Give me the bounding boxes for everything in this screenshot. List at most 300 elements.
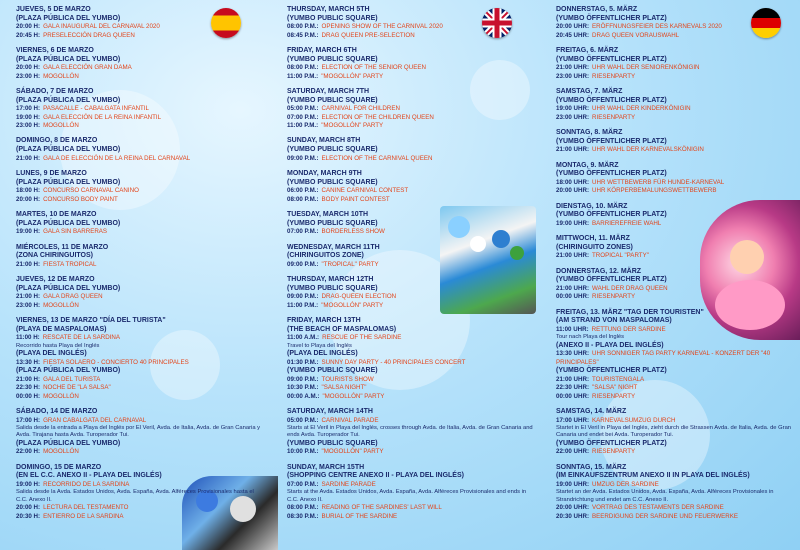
day-heading: SATURDAY, MARCH 14TH <box>287 408 373 415</box>
venue-heading: (PLAZA PÚBLICA DEL YUMBO) <box>16 219 121 227</box>
event-time: 05:00 P.M.: <box>287 105 319 113</box>
day-heading: JUEVES, 5 DE MARZO <box>16 6 91 13</box>
day-heading: TUESDAY, MARCH 10TH <box>287 211 369 218</box>
event-time: 06:00 P.M.: <box>287 187 319 195</box>
venue-heading: (AM STRAND VON MASPALOMAS) <box>556 317 672 325</box>
event-time: 23:00 UHR: <box>556 72 590 80</box>
event-row <box>16 23 264 31</box>
schedule-day <box>287 47 537 81</box>
event-title: UHR WETTBEWERB FÜR HUNDE-KARNEVAL <box>592 178 725 186</box>
event-note: Tour nach Playa del Inglés <box>556 334 624 341</box>
event-title: ELECTION OF THE CARNIVAL QUEEN <box>321 154 433 162</box>
event-title: UHR WAHL DER KARNEVALSKÖNIGIN <box>592 146 704 154</box>
event-time: 20:00 UHR: <box>556 23 590 31</box>
venue-heading: (YUMBO ÖFFENTLICHER PLATZ) <box>556 367 667 375</box>
event-title: DRAG QUEEN PRE-SELECTION <box>321 31 415 39</box>
event-row <box>287 155 537 163</box>
venue-heading: (YUMBO PUBLIC SQUARE) <box>287 14 378 22</box>
event-row <box>16 114 264 122</box>
schedule-day <box>287 276 537 310</box>
event-time: 21:00 UHR: <box>556 284 590 292</box>
event-row <box>556 417 796 425</box>
schedule-day <box>556 268 796 302</box>
day-heading: MARTES, 10 DE MARZO <box>16 211 97 218</box>
event-title: FIESTA SOLAERO - CONCIERTO 40 PRINCIPALES <box>43 358 189 366</box>
event-title: GALA ELECCIÓN DE LA REINA INFANTIL <box>43 113 162 121</box>
event-row <box>287 261 537 269</box>
event-time: 08:45 P.M.: <box>287 31 319 39</box>
day-heading: DONNERSTAG, 12. MÄRZ <box>556 267 642 275</box>
event-title: UHR WAHL DER KINDERKÖNIGIN <box>592 105 691 113</box>
event-title: MOGOLLÓN <box>43 122 79 129</box>
event-time: 09:00 P.M.: <box>287 260 319 268</box>
day-heading: SUNDAY, MARCH 15TH <box>287 463 365 471</box>
event-time: 11:00 A.M.: <box>287 334 320 342</box>
schedule-day <box>287 408 537 457</box>
event-title: GALA DEL TURISTA <box>43 375 101 383</box>
event-row <box>287 393 537 401</box>
event-time: 07:00 P.M.: <box>287 113 319 121</box>
venue-heading: (PLAZA PÚBLICA DEL YUMBO) <box>16 367 121 375</box>
day-heading: MONDAY, MARCH 9TH <box>287 170 362 177</box>
event-title: RESCUE OF THE SARDINE <box>322 334 402 342</box>
event-time: 18:00 H: <box>16 187 41 195</box>
event-row <box>556 513 796 521</box>
venue-heading: (PLAZA PÚBLICA DEL YUMBO) <box>16 14 121 22</box>
schedule-day <box>556 47 796 81</box>
event-row <box>287 481 537 489</box>
event-time: 08:00 P.M.: <box>287 64 319 72</box>
event-title: "MOGOLLÓN" PARTY <box>321 301 384 309</box>
event-time: 20:00 H: <box>16 504 41 512</box>
venue-heading: (YUMBO PUBLIC SQUARE) <box>287 96 378 104</box>
event-title: "MOGOLLÓN" PARTY <box>321 448 384 456</box>
event-row <box>556 481 796 489</box>
event-row <box>287 114 537 122</box>
event-time: 11:00 P.M.: <box>287 122 319 129</box>
event-time: 08:00 P.M.: <box>287 504 319 512</box>
event-title: UMZUG DER SARDINE <box>592 481 659 488</box>
day-heading: THURSDAY, MARCH 12TH <box>287 276 374 284</box>
event-title: "MOGOLLÓN" PARTY <box>321 72 384 80</box>
schedule-day <box>16 464 264 521</box>
day-heading: THURSDAY, MARCH 5TH <box>287 6 370 13</box>
schedule-column-german <box>556 6 796 528</box>
venue-heading: (YUMBO PUBLIC SQUARE) <box>287 284 378 292</box>
event-title: "SALSA NIGHT" <box>321 384 367 392</box>
event-time: 22:00 UHR: <box>556 448 590 456</box>
event-row <box>16 417 264 425</box>
venue-heading: (YUMBO ÖFFENTLICHER PLATZ) <box>556 14 667 22</box>
event-time: 17:00 H: <box>16 416 41 424</box>
event-title: TOURISTS SHOW <box>321 375 374 383</box>
event-time: 05:00 P.M.: <box>287 416 319 424</box>
event-time: 13:30 UHR: <box>556 350 590 358</box>
event-title: GRAN CABALGATA DEL CARNAVAL <box>43 416 147 424</box>
venue-heading: (PLAZA PÚBLICA DEL YUMBO) <box>16 439 121 447</box>
event-title: ELECTION OF THE CHILDREN QUEEN <box>321 113 434 121</box>
event-row <box>16 513 264 521</box>
day-heading: FRIDAY, MARCH 6TH <box>287 47 357 54</box>
event-row <box>556 73 796 81</box>
venue-heading: (THE BEACH OF MASPALOMAS) <box>287 325 397 333</box>
event-title: ELECTION OF THE SENIOR QUEEN <box>321 64 426 72</box>
event-time: 10:00 P.M.: <box>287 448 319 456</box>
event-time: 21:00 UHR: <box>556 375 590 383</box>
day-heading: FREITAG, 13. MÄRZ "TAG DER TOURISTEN" <box>556 308 704 316</box>
event-title: NOCHE DE "LA SALSA" <box>43 384 111 392</box>
event-row <box>16 376 264 384</box>
event-time: 08:00 P.M.: <box>287 23 319 31</box>
schedule-day <box>287 317 537 401</box>
event-row <box>16 261 264 269</box>
event-row <box>556 393 796 401</box>
event-title: "MOGOLLÓN" PARTY <box>322 392 385 400</box>
event-row <box>556 504 796 512</box>
event-title: VORTRAG DES TESTAMENTS DER SARDINE <box>592 504 724 512</box>
event-row <box>287 105 537 113</box>
event-title: CARNIVAL PARADE <box>321 416 379 424</box>
day-heading: DOMINGO, 8 DE MARZO <box>16 137 98 145</box>
event-time: 22:30 UHR: <box>556 384 590 392</box>
event-row <box>16 64 264 72</box>
event-note: Starts at the Avda. Estados Unidos, Avda. España, Avda. Alféreces Provisionales and ends in C.C. Anexo II. <box>287 489 527 503</box>
event-title: MOGOLLÓN <box>43 72 79 80</box>
schedule-column-english <box>287 6 537 528</box>
day-heading: JUEVES, 12 DE MARZO <box>16 276 95 284</box>
schedule-day <box>16 88 264 130</box>
venue-heading: (IM EINKAUFSZENTRUM ANEXO II IN PLAYA DEL INGLÉS) <box>556 472 750 480</box>
day-heading: MITTWOCH, 11. MÄRZ <box>556 235 630 243</box>
event-time: 20:00 H: <box>16 195 41 203</box>
venue-heading: (ZONA CHIRINGUITOS) <box>16 252 93 260</box>
event-title: TROPICAL "PARTY" <box>592 252 649 260</box>
event-row <box>556 146 796 154</box>
event-row <box>16 359 264 367</box>
schedule-day <box>287 244 537 270</box>
event-time: 19:00 H: <box>16 228 41 236</box>
event-row <box>16 32 264 40</box>
event-row <box>556 350 796 367</box>
venue-heading: (YUMBO PUBLIC SQUARE) <box>287 178 378 186</box>
event-title: WAHL DER DRAG QUEEN <box>592 284 668 292</box>
day-heading: SONNTAG, 8. MÄRZ <box>556 129 623 136</box>
event-title: OPENING SHOW OF THE CARNIVAL 2020 <box>321 23 443 31</box>
schedule-day <box>556 88 796 122</box>
event-time: 11:00 H: <box>16 334 40 342</box>
event-title: DRAG QUEEN VORAUSWAHL <box>592 31 680 39</box>
schedule-day <box>16 276 264 310</box>
event-title: ENTIERRO DE LA SARDINA <box>43 512 124 520</box>
event-row <box>16 73 264 81</box>
event-title: SARDINE PARADE <box>321 481 376 488</box>
event-row <box>556 187 796 195</box>
event-title: ERÖFFNUNGSFEIER DES KARNEVALS 2020 <box>592 23 722 31</box>
event-title: GALA ELECCIÓN GRAN DAMA <box>43 64 132 72</box>
schedule-day <box>556 6 796 40</box>
event-title: "MOGOLLÓN" PARTY <box>321 122 384 129</box>
event-row <box>16 122 264 130</box>
event-time: 11:00 P.M.: <box>287 72 319 80</box>
event-row <box>287 302 537 310</box>
venue-heading: (ANEXO II - PLAYA DEL INGLÉS) <box>556 341 664 349</box>
event-title: FIESTA TROPICAL <box>43 260 97 268</box>
event-row <box>287 228 537 236</box>
event-time: 10:30 P.M.: <box>287 384 319 392</box>
event-time: 19:00 UHR: <box>556 105 590 113</box>
event-row <box>16 481 264 489</box>
event-time: 20:00 H: <box>16 64 41 72</box>
event-title: UHR WAHL DER SENIORENKÖNIGIN <box>592 64 700 72</box>
venue-heading: (CHIRINGUITO ZONES) <box>556 243 633 251</box>
day-heading: VIERNES, 13 DE MARZO "DÍA DEL TURISTA" <box>16 317 166 325</box>
venue-heading: (YUMBO PUBLIC SQUARE) <box>287 146 378 153</box>
event-time: 20:30 H: <box>16 512 41 520</box>
day-heading: SAMSTAG, 7. MÄRZ <box>556 88 623 95</box>
event-time: 19:00 UHR: <box>556 219 590 227</box>
day-heading: MONTAG, 9. MÄRZ <box>556 161 619 169</box>
event-row <box>287 64 537 72</box>
event-row <box>287 23 537 31</box>
event-row <box>556 179 796 187</box>
event-row <box>287 334 537 342</box>
event-title: RESCATE DE LA SARDINA <box>42 334 120 342</box>
event-row <box>16 293 264 301</box>
event-title: GALA DRAG QUEEN <box>43 293 103 301</box>
day-heading: DOMINGO, 15 DE MARZO <box>16 463 102 471</box>
event-title: "TROPICAL" PARTY <box>321 260 379 268</box>
venue-heading: (SHOPPING CENTRE ANEXO II - PLAYA DEL INGLÉS) <box>287 472 464 480</box>
event-row <box>16 334 264 342</box>
schedule-day <box>287 88 537 130</box>
event-time: 21:00 H: <box>16 293 41 301</box>
day-heading: DIENSTAG, 10. MÄRZ <box>556 202 628 210</box>
schedule-day <box>16 47 264 81</box>
event-note: Recorrido hasta Playa del Inglés <box>16 342 100 349</box>
event-time: 19:00 H: <box>16 113 41 121</box>
schedule-day <box>16 211 264 237</box>
event-time: 07:00 P.M.: <box>287 228 319 236</box>
event-time: 23:00 UHR: <box>556 113 590 121</box>
schedule-day <box>287 211 537 237</box>
event-title: GALA INAUGURAL DEL CARNAVAL 2020 <box>43 23 160 31</box>
day-heading: LUNES, 9 DE MARZO <box>16 170 87 177</box>
event-row <box>287 32 537 40</box>
event-time: 09:00 P.M.: <box>287 293 319 301</box>
event-row <box>556 448 796 456</box>
day-heading: SUNDAY, MARCH 8TH <box>287 137 361 145</box>
event-title: LECTURA DEL TESTAMENTO <box>43 504 129 512</box>
schedule-day <box>556 235 796 261</box>
venue-heading: (YUMBO ÖFFENTLICHER PLATZ) <box>556 55 667 63</box>
event-title: TOURISTENGALA <box>592 375 645 383</box>
event-time: 13:30 H: <box>16 358 41 366</box>
venue-heading: (YUMBO ÖFFENTLICHER PLATZ) <box>556 439 667 447</box>
venue-heading: (YUMBO ÖFFENTLICHER PLATZ) <box>556 170 667 178</box>
day-heading: FREITAG, 6. MÄRZ <box>556 47 619 54</box>
event-note: Salida desde la entrada a Playa del Inglés por El Veril, Avda. de Italia, Avda. de Gran Canaria y Avda. Tirajana hasta Avda. Turoperador Tui. <box>16 425 261 439</box>
event-row <box>556 23 796 31</box>
venue-heading: (PLAZA PÚBLICA DEL YUMBO) <box>16 96 121 104</box>
event-row <box>287 448 537 456</box>
venue-heading: (YUMBO PUBLIC SQUARE) <box>287 219 378 227</box>
event-row <box>16 504 264 512</box>
day-heading: FRIDAY, MARCH 13TH <box>287 317 361 325</box>
event-time: 22:00 H: <box>16 448 41 456</box>
event-title: RIESENPARTY <box>592 72 636 80</box>
schedule-day <box>16 137 264 163</box>
event-row <box>556 220 796 228</box>
schedule-day <box>556 464 796 521</box>
day-heading: SONNTAG, 15. MÄRZ <box>556 463 627 471</box>
event-row <box>287 293 537 301</box>
event-time: 09:00 P.M.: <box>287 375 319 383</box>
event-title: RECORRIDO DE LA SARDINA <box>43 481 130 488</box>
event-title: RIESENPARTY <box>592 293 636 301</box>
day-heading: SÁBADO, 14 DE MARZO <box>16 408 98 415</box>
event-title: UHR SONNIGER TAG PARTY KARNEVAL - KONZERT DER "40 PRINCIPALES" <box>556 350 771 366</box>
event-row <box>16 155 264 163</box>
event-time: 21:00 UHR: <box>556 64 590 72</box>
event-time: 17:00 UHR: <box>556 416 590 424</box>
schedule-day <box>556 309 796 401</box>
schedule-day <box>287 6 537 40</box>
event-title: UHR KÖRPERBEMALUNGSWETTBEWERB <box>592 187 717 195</box>
day-heading: DONNERSTAG, 5. MÄRZ <box>556 6 638 13</box>
event-time: 21:00 UHR: <box>556 252 590 260</box>
event-row <box>16 196 264 204</box>
event-title: RIESENPARTY <box>592 392 636 400</box>
event-time: 09:00 P.M.: <box>287 154 319 162</box>
event-time: 21:00 H: <box>16 260 41 268</box>
day-heading: WEDNESDAY, MARCH 11TH <box>287 243 380 251</box>
event-time: 21:00 UHR: <box>556 146 590 154</box>
venue-heading: (EN EL C.C. ANEXO II - PLAYA DEL INGLÉS) <box>16 472 162 480</box>
event-time: 22:30 H: <box>16 384 41 392</box>
event-time: 20:00 H: <box>16 23 41 31</box>
event-time: 00:00 A.M.: <box>287 392 320 400</box>
event-time: 23:00 H: <box>16 72 41 80</box>
venue-heading: (YUMBO PUBLIC SQUARE) <box>287 55 378 63</box>
event-row <box>556 252 796 260</box>
venue-heading: (YUMBO ÖFFENTLICHER PLATZ) <box>556 96 667 104</box>
schedule-day <box>16 170 264 204</box>
event-title: KARNEVALSUMZUG DURCH <box>592 416 676 424</box>
event-title: BARRIEREFREIE WAHL <box>592 219 662 227</box>
schedule-day <box>16 244 264 270</box>
event-title: MOGOLLÓN <box>43 301 79 309</box>
event-time: 07:00 P.M.: <box>287 481 319 488</box>
venue-heading: (PLAZA PÚBLICA DEL YUMBO) <box>16 55 121 63</box>
event-time: 11:00 UHR: <box>556 325 589 333</box>
event-time: 21:00 H: <box>16 154 41 162</box>
event-row <box>556 293 796 301</box>
event-note: Starts at El Veril in Playa del Inglés, crosses through Avda. de Italia, Avda. de Gran Canaria and ends Avda. Turoperador Tui. <box>287 425 533 439</box>
event-time: 00:00 UHR: <box>556 293 590 301</box>
event-time: 00:00 UHR: <box>556 392 590 400</box>
event-title: BORDERLESS SHOW <box>321 228 385 236</box>
event-time: 19:00 H: <box>16 481 41 488</box>
event-title: BEERDIGUNG DER SARDINE UND FEUERWERKE <box>592 512 739 520</box>
event-title: MOGOLLÓN <box>43 448 79 456</box>
schedule-day <box>16 6 264 40</box>
day-heading: MIÉRCOLES, 11 DE MARZO <box>16 243 109 251</box>
event-title: READING OF THE SARDINES' LAST WILL <box>321 504 442 512</box>
event-title: GALA DE ELECCIÓN DE LA REINA DEL CARNAVAL <box>43 154 191 162</box>
event-time: 19:00 UHR: <box>556 481 590 488</box>
day-heading: SATURDAY, MARCH 7TH <box>287 88 370 95</box>
venue-heading: (PLAYA DEL INGLÉS) <box>16 350 87 358</box>
schedule-day <box>556 408 796 457</box>
schedule-day <box>16 408 264 457</box>
event-time: 23:00 H: <box>16 301 41 309</box>
event-row <box>556 114 796 122</box>
event-row <box>556 105 796 113</box>
event-row <box>287 73 537 81</box>
venue-heading: (PLAZA PÚBLICA DEL YUMBO) <box>16 284 121 292</box>
venue-heading: (PLAZA PÚBLICA DEL YUMBO) <box>16 146 121 153</box>
event-title: BURIAL OF THE SARDINE <box>321 512 398 520</box>
venue-heading: (YUMBO PUBLIC SQUARE) <box>287 367 378 375</box>
schedule-day <box>556 162 796 196</box>
venue-heading: (YUMBO PUBLIC SQUARE) <box>287 439 378 447</box>
schedule-day <box>556 203 796 229</box>
event-row <box>287 376 537 384</box>
schedule-day <box>287 137 537 163</box>
schedule-day <box>287 170 537 204</box>
event-row <box>556 376 796 384</box>
event-note: Salida desde la Avda. Estados Unidos, Avda. España, Avda. Alféreces Provisionales hasta el C.C. Anexo II. <box>16 489 254 503</box>
event-time: 20:45 H: <box>16 31 41 39</box>
event-row <box>287 122 537 130</box>
event-row <box>287 513 537 521</box>
day-heading: SÁBADO, 7 DE MARZO <box>16 88 94 95</box>
event-row <box>16 393 264 401</box>
event-row <box>16 448 264 456</box>
event-row <box>16 187 264 195</box>
event-time: 11:00 P.M.: <box>287 301 319 309</box>
venue-heading: (YUMBO ÖFFENTLICHER PLATZ) <box>556 276 667 284</box>
event-note: Travel to Playa del Inglés <box>287 342 352 349</box>
event-title: RIESENPARTY <box>592 113 636 121</box>
event-time: 08:00 P.M.: <box>287 195 319 203</box>
schedule-day <box>16 317 264 401</box>
event-row <box>16 384 264 392</box>
event-time: 18:00 UHR: <box>556 178 590 186</box>
event-title: DRAG-QUEEN ELECTION <box>321 293 397 301</box>
schedule-day <box>287 464 537 521</box>
event-row <box>556 32 796 40</box>
venue-heading: (PLAYA DE MASPALOMAS) <box>16 325 107 333</box>
venue-heading: (PLAYA DEL INGLÉS) <box>287 350 358 358</box>
event-title: CARNIVAL FOR CHILDREN <box>321 105 400 113</box>
event-time: 00:00 H: <box>16 392 41 400</box>
venue-heading: (CHIRINGUITOS ZONE) <box>287 252 364 260</box>
event-row <box>287 196 537 204</box>
event-title: GALA SIN BARRERAS <box>43 228 108 236</box>
event-row <box>287 187 537 195</box>
event-row <box>556 384 796 392</box>
event-row <box>287 417 537 425</box>
event-title: "SALSA" NIGHT <box>592 384 638 392</box>
event-time: 20:00 UHR: <box>556 187 590 195</box>
event-title: MOGOLLÓN <box>43 392 79 400</box>
event-time: 20:30 UHR: <box>556 512 590 520</box>
event-row <box>556 285 796 293</box>
schedule-column-spanish <box>16 6 264 528</box>
venue-heading: (PLAZA PÚBLICA DEL YUMBO) <box>16 178 121 186</box>
event-note: Startet an der Avda. Estados Unidos, Avda. España, Avda. Alféreces Provisionales in Strandrichtung und endet am C.C. Anexo II. <box>556 489 774 503</box>
